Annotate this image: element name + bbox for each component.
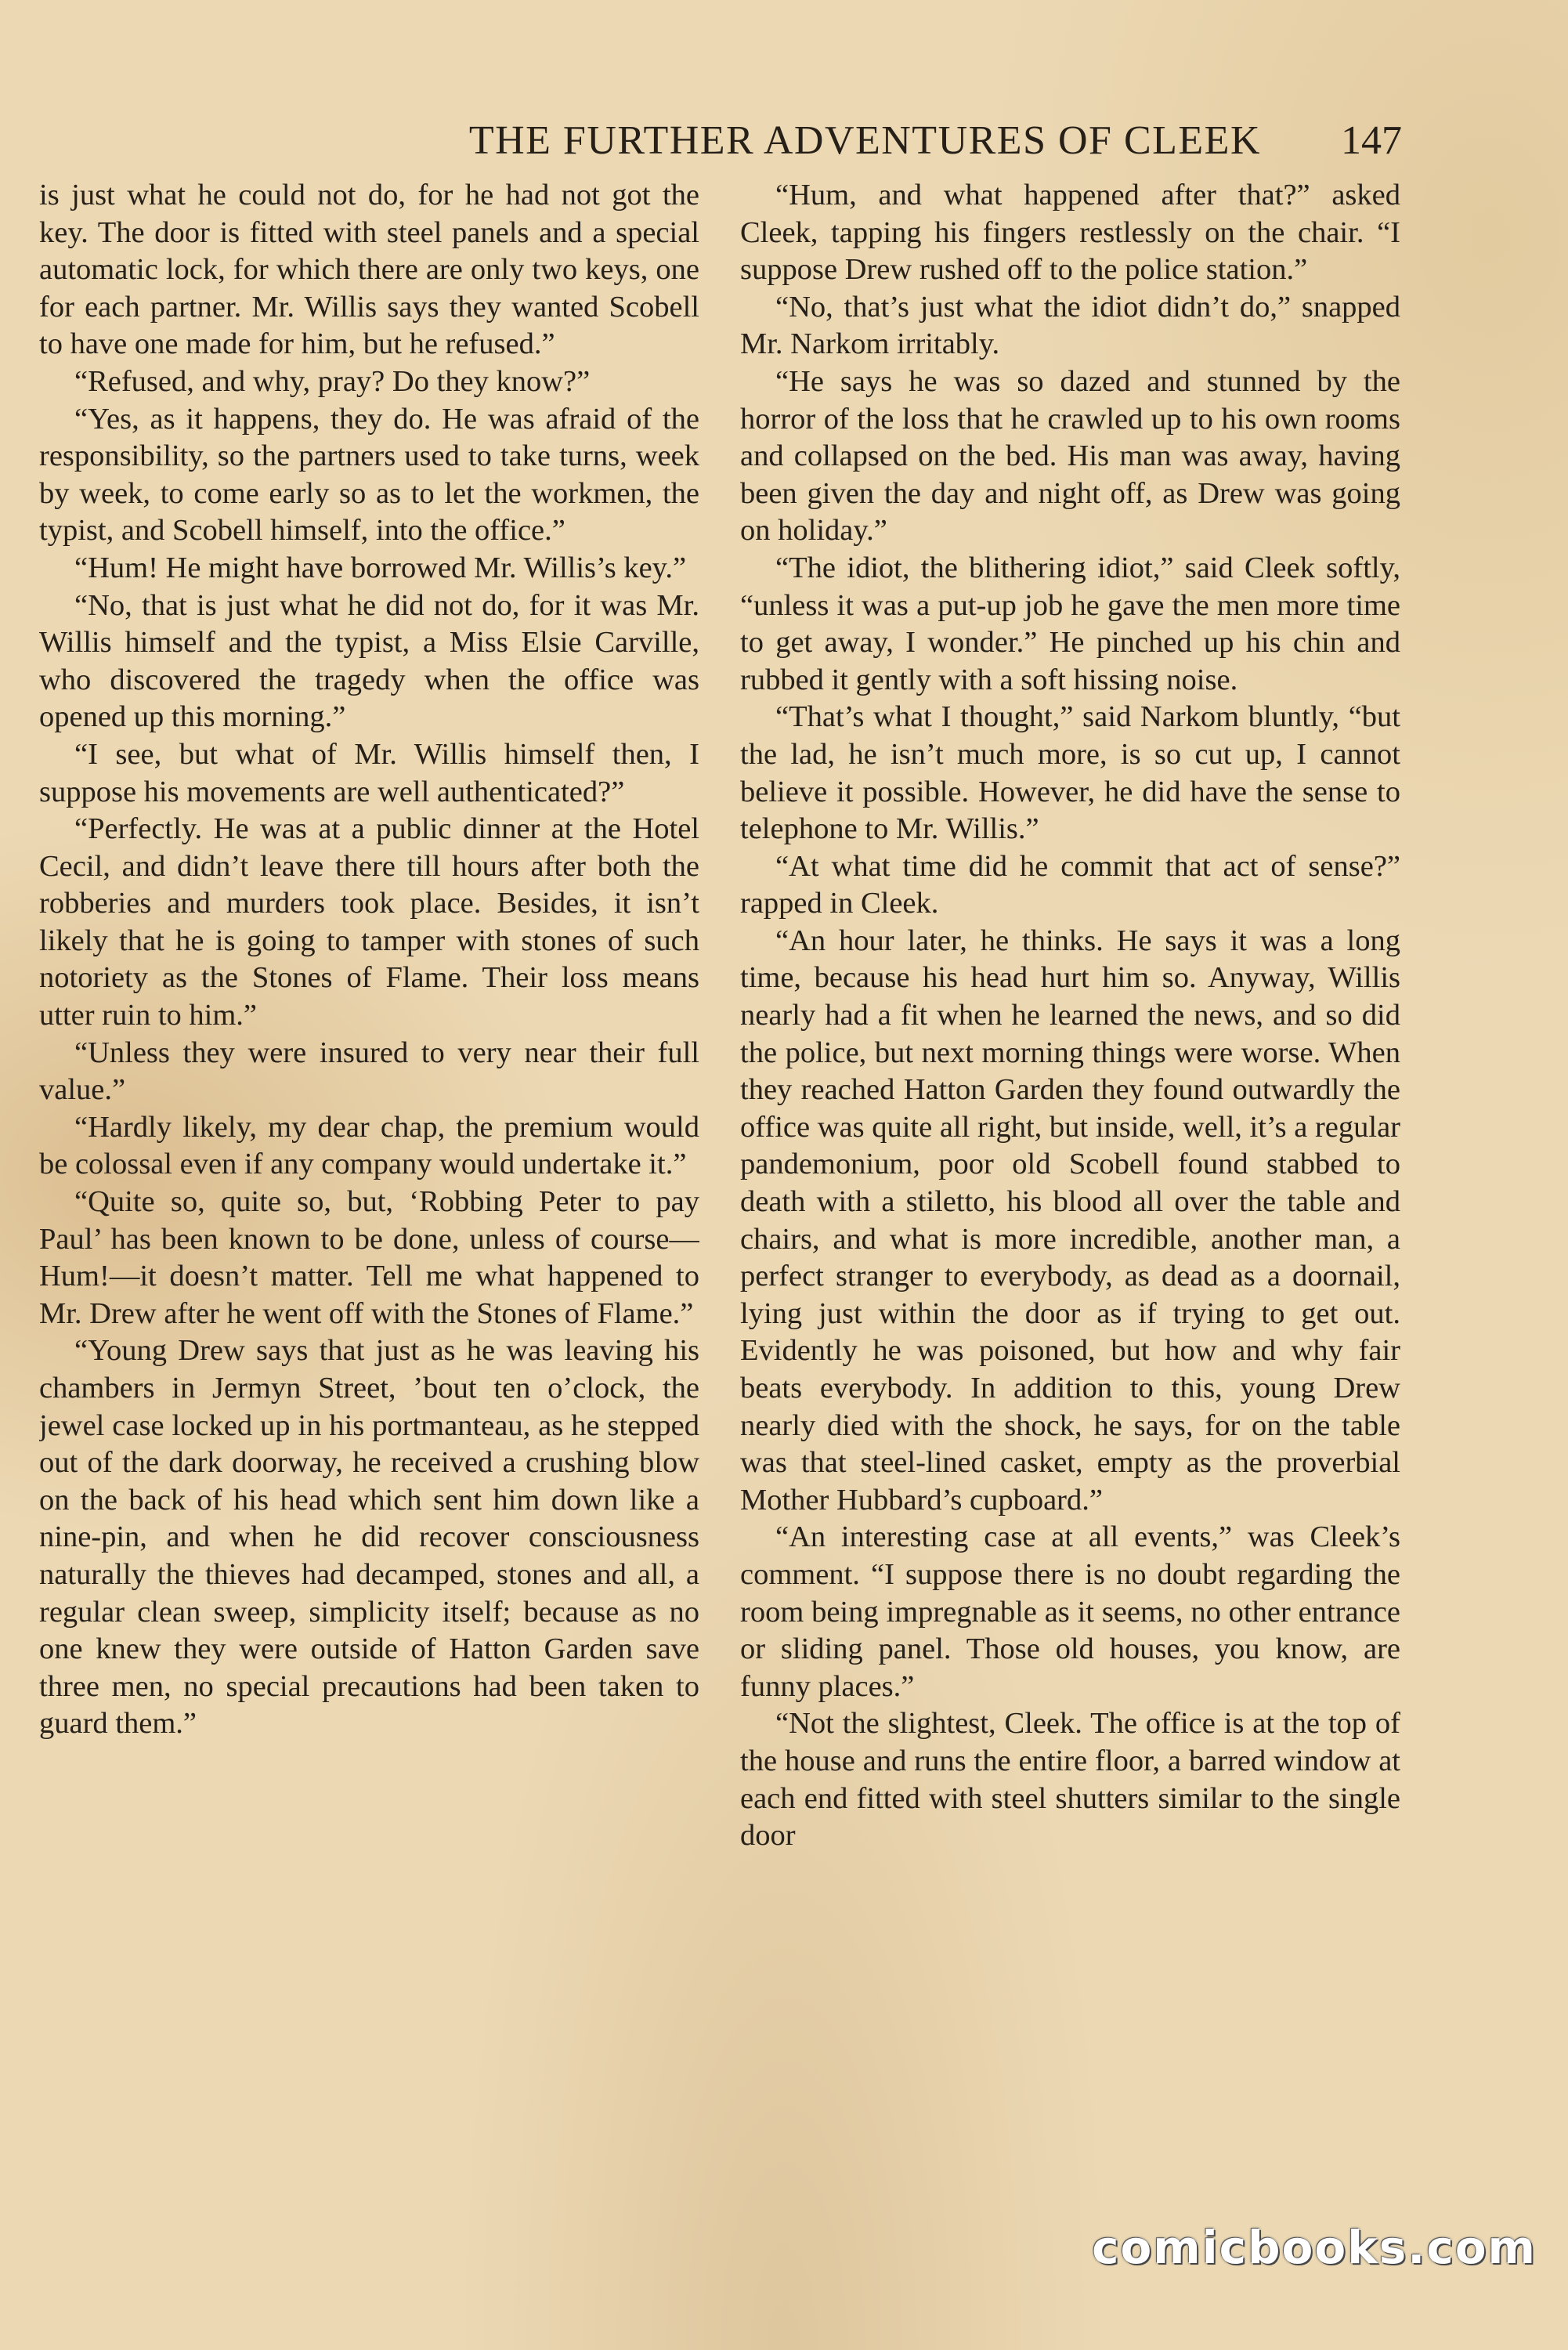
running-title: THE FURTHER ADVENTURES OF CLEEK bbox=[468, 118, 1261, 163]
paragraph: “An interesting case at all events,” was Cleek’s comment. “I suppose there is no doubt regarding the room being impregnable as it seems, no other entrance or sliding panel. Those old houses, you know, are funny places.” bbox=[740, 1520, 1400, 1703]
paragraph: “The idiot, the blithering idiot,” said Cleek softly, “unless it was a put-up job he gave the men more time to get away, I wonder.” He pinched up his chin and rubbed it gently with a soft hissing noise. bbox=[740, 551, 1400, 696]
paragraph: “He says he was so dazed and stunned by the horror of the loss that he crawled up to his own rooms and collapsed on the bed. His man was away, having been given the day and night off, as Drew was going on holiday.” bbox=[740, 364, 1400, 548]
paragraph: “No, that’s just what the idiot didn’t do,” snapped Mr. Narkom irritably. bbox=[740, 290, 1400, 361]
paragraph: “That’s what I thought,” said Narkom bluntly, “but the lad, he isn’t much more, is so cut up, I cannot believe it possible. However, he did have the sense to telephone to Mr. Willis.” bbox=[740, 700, 1400, 846]
paragraph: “Perfectly. He was at a public dinner at the Hotel Cecil, and didn’t leave there till hours after both the robberies and murders took place. Besides, it isn’t likely that he is going to tamper with stones of such notoriety as the Stones of Flame. Their loss means utter ruin to him.” bbox=[39, 812, 699, 1032]
paragraph: “An hour later, he thinks. He says it was a long time, because his head hurt him so. Anyway, Willis nearly had a fit when he learned the news, and so did the police, but next morning things were worse. When they reached Hatton Garden they found outwardly the office was quite all right, but inside, well, it’s a regular pandemonium, poor old Scobell found stabbed to death with a stiletto, his blood all over the table and chairs, and what is more incredible, another man, a perfect stranger to everybody, as dead as a doornail, lying just within the door as if trying to get out. Evidently he was poisoned, but how and why fair beats everybody. In addition to this, young Drew nearly died with the shock, he says, for on the table was that steel-lined casket, empty as the proverbial Mother Hubbard’s cupboard.” bbox=[740, 924, 1400, 1517]
page-header bbox=[251, 114, 1402, 176]
right-column bbox=[740, 177, 1400, 2182]
watermark-logo: comicbooks.com bbox=[1092, 2221, 1537, 2274]
paragraph: “Yes, as it happens, they do. He was afraid of the responsibility, so the partners used to take turns, week by week, to come early so as to let the workmen, the typist, and Scobell himself, into the office.” bbox=[39, 402, 699, 548]
paragraph: “Not the slightest, Cleek. The office is at the top of the house and runs the entire floor, a barred window at each end fitted with steel shutters similar to the single door bbox=[740, 1707, 1400, 1853]
paragraph: “Hum, and what happened after that?” asked Cleek, tapping his fingers restlessly on the chair. “I suppose Drew rushed off to the police station.” bbox=[740, 179, 1400, 287]
page-number: 147 bbox=[1341, 118, 1402, 163]
paragraph: is just what he could not do, for he had not got the key. The door is fitted with steel panels and a special automatic lock, for which there are only two keys, one for each partner. Mr. Willis says they wanted Scobell to have one made for him, but he refused.” bbox=[39, 179, 699, 361]
paragraph: “Young Drew says that just as he was leaving his chambers in Jermyn Street, ’bout ten o’clock, the jewel case locked up in his portmanteau, as he stepped out of the dark doorway, he received a crushing blow on the back of his head which sent him down like a nine-pin, and when he did recover consciousness naturally the thieves had decamped, stones and all, a regular clean sweep, simplicity itself; because as no one knew they were outside of Hatton Garden save three men, no special precautions had been taken to guard them.” bbox=[39, 1334, 699, 1741]
left-column bbox=[39, 177, 699, 2182]
paragraph: “Unless they were insured to very near their full value.” bbox=[39, 1036, 699, 1107]
paragraph: “Quite so, quite so, but, ‘Robbing Peter to pay Paul’ has been known to be done, unless of course—Hum!—it doesn’t matter. Tell me what happened to Mr. Drew after he went off with the Stones of Flame.” bbox=[39, 1185, 699, 1330]
paragraph: “Hum! He might have borrowed Mr. Willis’s key.” bbox=[74, 551, 687, 584]
paragraph: “I see, but what of Mr. Willis himself then, I suppose his movements are well authenticated?” bbox=[39, 737, 699, 808]
paragraph: “No, that is just what he did not do, for it was Mr. Willis himself and the typist, a Miss Elsie Carville, who discovered the tragedy when the office was opened up this morning.” bbox=[39, 588, 699, 734]
paragraph: “Hardly likely, my dear chap, the premium would be colossal even if any company would undertake it.” bbox=[39, 1110, 699, 1181]
paragraph: “At what time did he commit that act of sense?” rapped in Cleek. bbox=[740, 849, 1400, 920]
paragraph: “Refused, and why, pray? Do they know?” bbox=[74, 364, 591, 398]
